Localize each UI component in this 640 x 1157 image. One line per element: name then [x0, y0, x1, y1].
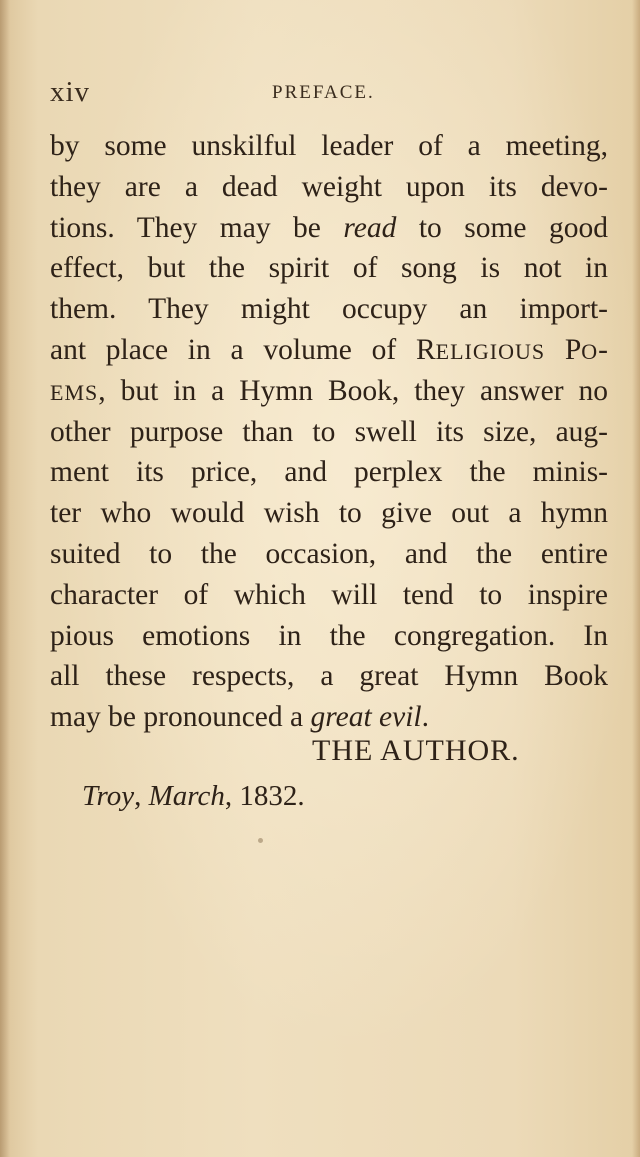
text-span: .: [421, 701, 430, 734]
text-span: may be pronounced a: [50, 701, 311, 734]
text-line: them. They might occupy an import-: [50, 293, 608, 326]
hyphen: -: [598, 333, 608, 366]
small-caps-text: O: [581, 338, 599, 364]
small-caps-letter: R: [415, 333, 436, 366]
text-span: to some good: [396, 211, 608, 244]
text-line: all these respects, a great Hymn Book: [50, 660, 608, 693]
italic-word: read: [343, 211, 397, 244]
small-caps-text: EMS: [50, 379, 99, 405]
text-span: tions. They may be: [50, 211, 344, 244]
text-line: they are a dead weight upon its devo-: [50, 170, 608, 203]
text-line: ment its price, and perplex the minis-: [50, 456, 608, 489]
dateline-year: 1832.: [239, 780, 305, 812]
author-signature: THE AUTHOR.: [312, 734, 520, 767]
preface-text: [50, 126, 608, 738]
dateline-separator: ,: [224, 780, 240, 812]
text-line: [50, 208, 608, 249]
text-line: pious emotions in the congregation. In: [50, 619, 608, 652]
small-caps-letter: P: [564, 333, 582, 366]
text-line: by some unskilful leader of a meeting,: [50, 130, 608, 162]
text-span: ant place in a volume of: [50, 333, 416, 366]
text-line: character of which will tend to inspire: [50, 578, 608, 611]
dateline: [82, 780, 305, 813]
paper-spot: [258, 838, 263, 843]
text-span: [545, 334, 565, 366]
page-number: xiv: [50, 76, 91, 108]
text-line: suited to the occasion, and the entire: [50, 537, 608, 570]
text-line: [50, 330, 608, 371]
text-line: other purpose than to swell its size, aug-: [50, 415, 608, 448]
text-line: effect, but the spirit of song is not in: [50, 252, 608, 285]
text-line: [50, 371, 608, 412]
small-caps-text: ELIGIOUS: [435, 338, 546, 364]
text-span: , but in a Hymn Book, they answer no: [98, 374, 608, 407]
running-title: PREFACE.: [272, 82, 375, 103]
text-line: ter who would wish to give out a hymn: [50, 497, 608, 530]
italic-phrase: great evil: [310, 701, 422, 734]
dateline-place: Troy: [82, 780, 135, 812]
running-head: [50, 76, 596, 106]
text-line: [50, 697, 608, 738]
dateline-month: March: [148, 780, 225, 812]
dateline-separator: ,: [134, 780, 149, 812]
